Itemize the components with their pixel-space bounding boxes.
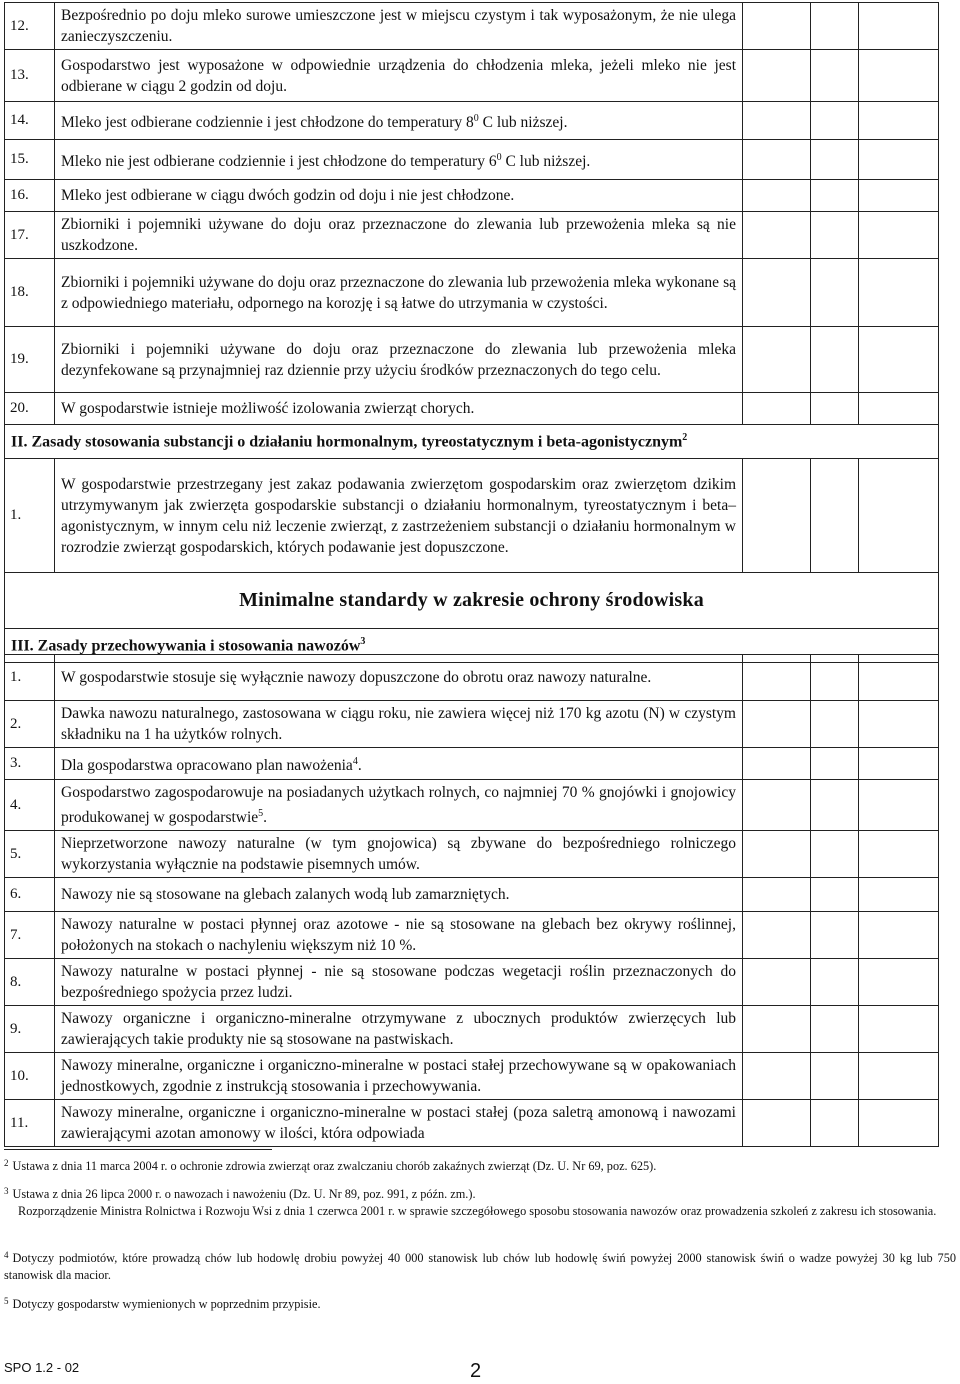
answer-cell[interactable] bbox=[859, 140, 939, 180]
row-text: W gospodarstwie stosuje się wyłącznie nawozy dopuszczone do obrotu oraz nawozy naturalne. bbox=[55, 655, 743, 701]
table-row bbox=[5, 102, 939, 140]
row-number: 17. bbox=[5, 212, 55, 259]
table-row bbox=[5, 701, 939, 748]
answer-cell[interactable] bbox=[859, 1100, 939, 1147]
answer-cell[interactable] bbox=[743, 1006, 811, 1053]
row-number: 7. bbox=[5, 912, 55, 959]
page-number: 2 bbox=[470, 1360, 482, 1382]
table-row bbox=[5, 1053, 939, 1100]
answer-cell[interactable] bbox=[811, 140, 859, 180]
answer-cell[interactable] bbox=[811, 259, 859, 327]
answer-cell[interactable] bbox=[811, 748, 859, 780]
section-title-3: III. Zasady przechowywania i stosowania nawozów$^3$ bbox=[5, 629, 939, 663]
table-row bbox=[5, 327, 939, 393]
footnote-2: $^2$ Ustawa z dnia 11 marca 2004 r. o ochronie zdrowia zwierząt oraz zwalczaniu chorób zakaźnych zwierząt (Dz. U. Nr 69, poz. 625). bbox=[4, 1158, 657, 1173]
answer-cell[interactable] bbox=[811, 102, 859, 140]
table-row bbox=[5, 212, 939, 259]
checklist-table-fertilizers bbox=[4, 654, 939, 1147]
answer-cell[interactable] bbox=[859, 831, 939, 878]
row-number: 18. bbox=[5, 259, 55, 327]
table-row bbox=[5, 180, 939, 212]
answer-cell[interactable] bbox=[811, 912, 859, 959]
answer-cell[interactable] bbox=[743, 912, 811, 959]
row-text: Nawozy naturalne w postaci płynnej - nie są stosowane podczas wegetacji roślin przeznaczonych do bezpośredniego spożycia przez ludzi. bbox=[55, 959, 743, 1006]
answer-cell[interactable] bbox=[743, 459, 811, 573]
table-row bbox=[5, 959, 939, 1006]
section-header-row bbox=[5, 425, 939, 459]
row-number: 12. bbox=[5, 3, 55, 50]
footnote-4: $^4$ Dotyczy podmiotów, które prowadzą chów lub hodowlę drobiu powyżej 40 000 stanowisk lub chów lub hodowlę świń powyżej 2000 stanowisk świń o wadze powyżej 30 kg lub 750 stanowisk dla macior. bbox=[4, 1250, 956, 1282]
answer-cell[interactable] bbox=[743, 327, 811, 393]
answer-cell[interactable] bbox=[811, 655, 859, 701]
answer-cell[interactable] bbox=[743, 655, 811, 701]
answer-cell[interactable] bbox=[811, 1006, 859, 1053]
table-row bbox=[5, 140, 939, 180]
row-text: Gospodarstwo jest wyposażone w odpowiednie urządzenia do chłodzenia mleka, jeżeli mleko nie jest odbierane w ciągu 2 godzin od doju. bbox=[55, 50, 743, 102]
page-heading: Minimalne standardy w zakresie ochrony środowiska bbox=[5, 573, 939, 629]
answer-cell[interactable] bbox=[859, 327, 939, 393]
answer-cell[interactable] bbox=[859, 459, 939, 573]
table-row bbox=[5, 780, 939, 831]
answer-cell[interactable] bbox=[743, 701, 811, 748]
answer-cell[interactable] bbox=[811, 393, 859, 425]
table-row bbox=[5, 459, 939, 573]
answer-cell[interactable] bbox=[859, 180, 939, 212]
answer-cell[interactable] bbox=[811, 50, 859, 102]
answer-cell[interactable] bbox=[743, 102, 811, 140]
table-row bbox=[5, 831, 939, 878]
row-text: Bezpośrednio po doju mleko surowe umieszczone jest w miejscu czystym i tak wyposażonym, że nie ulega zanieczyszczeniu. bbox=[55, 3, 743, 50]
answer-cell[interactable] bbox=[743, 1100, 811, 1147]
row-number: 16. bbox=[5, 180, 55, 212]
row-number: 10. bbox=[5, 1053, 55, 1100]
row-text: Zbiorniki i pojemniki używane do doju oraz przeznaczone do zlewania lub przewożenia mleka są nie uszkodzone. bbox=[55, 212, 743, 259]
row-number: 15. bbox=[5, 140, 55, 180]
footnote-5: $^5$ Dotyczy gospodarstw wymienionych w poprzednim przypisie. bbox=[4, 1296, 321, 1311]
answer-cell[interactable] bbox=[743, 959, 811, 1006]
row-number: 13. bbox=[5, 50, 55, 102]
row-text: W gospodarstwie przestrzegany jest zakaz podawania zwierzętom gospodarskim oraz zwierzętom dzikim utrzymywanym jak zwierzęta gospodarskie substancji o działaniu hormonalnym, tyreostatycznym i beta–agonistycznym, w innym celu niż leczenie zwierząt, z zastrzeżeniem substancji o działaniu hormonalnym w rozrodzie zwierząt gospodarskich, których podawanie jest dopuszczone. bbox=[55, 459, 743, 573]
row-number: 14. bbox=[5, 102, 55, 140]
answer-cell[interactable] bbox=[743, 780, 811, 831]
row-text: Mleko jest odbierane codziennie i jest chłodzone do temperatury $8^0$ C lub niższej. bbox=[55, 102, 743, 140]
answer-cell[interactable] bbox=[811, 831, 859, 878]
answer-cell[interactable] bbox=[859, 912, 939, 959]
answer-cell[interactable] bbox=[811, 180, 859, 212]
answer-cell[interactable] bbox=[859, 259, 939, 327]
answer-cell[interactable] bbox=[859, 1053, 939, 1100]
answer-cell[interactable] bbox=[859, 102, 939, 140]
row-number: 3. bbox=[5, 748, 55, 780]
answer-cell[interactable] bbox=[811, 3, 859, 50]
answer-cell[interactable] bbox=[859, 780, 939, 831]
table-row bbox=[5, 655, 939, 701]
answer-cell[interactable] bbox=[859, 3, 939, 50]
row-text: Dla gospodarstwa opracowano plan nawożenia$^4$. bbox=[55, 748, 743, 780]
row-number: 6. bbox=[5, 878, 55, 912]
answer-cell[interactable] bbox=[811, 1100, 859, 1147]
row-text: Nieprzetworzone nawozy naturalne (w tym gnojowica) są zbywane do bezpośredniego rolniczego wykorzystania wyłącznie na podstawie pisemnych umów. bbox=[55, 831, 743, 878]
footnote-divider bbox=[4, 1149, 272, 1150]
document-code: SPO 1.2 - 02 bbox=[4, 1360, 80, 1375]
row-number: 4. bbox=[5, 780, 55, 831]
answer-cell[interactable] bbox=[859, 1006, 939, 1053]
answer-cell[interactable] bbox=[811, 780, 859, 831]
table-row bbox=[5, 259, 939, 327]
answer-cell[interactable] bbox=[811, 459, 859, 573]
answer-cell[interactable] bbox=[743, 748, 811, 780]
answer-cell[interactable] bbox=[743, 831, 811, 878]
answer-cell[interactable] bbox=[811, 1053, 859, 1100]
answer-cell[interactable] bbox=[811, 327, 859, 393]
answer-cell[interactable] bbox=[859, 50, 939, 102]
answer-cell[interactable] bbox=[743, 180, 811, 212]
answer-cell[interactable] bbox=[743, 393, 811, 425]
answer-cell[interactable] bbox=[859, 393, 939, 425]
row-text: Nawozy mineralne, organiczne i organiczno-mineralne w postaci stałej przechowywane są w opakowaniach jednostkowych, zgodnie z instrukcją stosowania i przechowywania. bbox=[55, 1053, 743, 1100]
table-row bbox=[5, 1006, 939, 1053]
checklist-table-milk bbox=[4, 2, 939, 663]
row-number: 5. bbox=[5, 831, 55, 878]
row-text: Zbiorniki i pojemniki używane do doju oraz przeznaczone do zlewania lub przewożenia mleka dezynfekowane są przynajmniej raz dziennie przy użyciu środków przeznaczonych do tego celu. bbox=[55, 327, 743, 393]
answer-cell[interactable] bbox=[859, 959, 939, 1006]
table-row bbox=[5, 748, 939, 780]
row-text: Nawozy mineralne, organiczne i organiczno-mineralne w postaci stałej (poza saletrą amonową i nawozami zawierającymi azotan amonowy w ilości, która odpowiada bbox=[55, 1100, 743, 1147]
answer-cell[interactable] bbox=[859, 212, 939, 259]
answer-cell[interactable] bbox=[859, 701, 939, 748]
answer-cell[interactable] bbox=[743, 3, 811, 50]
answer-cell[interactable] bbox=[743, 212, 811, 259]
answer-cell[interactable] bbox=[743, 140, 811, 180]
row-text: Nawozy nie są stosowane na glebach zalanych wodą lub zamarzniętych. bbox=[55, 878, 743, 912]
table-row bbox=[5, 3, 939, 50]
row-text: Mleko nie jest odbierane codziennie i jest chłodzone do temperatury $6^0$ C lub niższej. bbox=[55, 140, 743, 180]
table-row bbox=[5, 878, 939, 912]
row-number: 9. bbox=[5, 1006, 55, 1053]
row-number: 20. bbox=[5, 393, 55, 425]
table-row bbox=[5, 1100, 939, 1147]
answer-cell[interactable] bbox=[743, 50, 811, 102]
row-text: Mleko jest odbierane w ciągu dwóch godzin od doju i nie jest chłodzone. bbox=[55, 180, 743, 212]
row-text: Nawozy organiczne i organiczno-mineralne otrzymywane z ubocznych produktów zwierzęcych lub zawierających takie produkty nie są stosowane na pastwiskach. bbox=[55, 1006, 743, 1053]
answer-cell[interactable] bbox=[811, 701, 859, 748]
answer-cell[interactable] bbox=[811, 212, 859, 259]
answer-cell[interactable] bbox=[743, 878, 811, 912]
table-row bbox=[5, 912, 939, 959]
answer-cell[interactable] bbox=[811, 959, 859, 1006]
row-number: 2. bbox=[5, 701, 55, 748]
table-row bbox=[5, 50, 939, 102]
row-number: 11. bbox=[5, 1100, 55, 1147]
row-text: Dawka nawozu naturalnego, zastosowana w ciągu roku, nie zawiera więcej niż 170 kg azotu (N) w czystym składniku na 1 ha użytków rolnych. bbox=[55, 701, 743, 748]
row-text: W gospodarstwie istnieje możliwość izolowania zwierząt chorych. bbox=[55, 393, 743, 425]
row-number: 1. bbox=[5, 459, 55, 573]
row-number: 1. bbox=[5, 655, 55, 701]
row-text: Gospodarstwo zagospodarowuje na posiadanych użytkach rolnych, co najmniej 70 % gnojówki i gnojowicy produkowanej w gospodarstwie$^5$. bbox=[55, 780, 743, 831]
answer-cell[interactable] bbox=[743, 1053, 811, 1100]
answer-cell[interactable] bbox=[811, 878, 859, 912]
answer-cell[interactable] bbox=[859, 748, 939, 780]
row-text: Zbiorniki i pojemniki używane do doju oraz przeznaczone do zlewania lub przewożenia mleka wykonane są z odpowiedniego materiału, odpornego na korozję i są łatwe do utrzymania w czystości. bbox=[55, 259, 743, 327]
row-number: 8. bbox=[5, 959, 55, 1006]
answer-cell[interactable] bbox=[743, 259, 811, 327]
answer-cell[interactable] bbox=[859, 878, 939, 912]
footnote-3: $^3$ Ustawa z dnia 26 lipca 2000 r. o nawozach i nawożeniu (Dz. U. Nr 89, poz. 991, z późn. zm.). Rozporządzenie Ministra Rolnictwa i Rozwoju Wsi z dnia 1 czerwca 2001 r. w sprawie szczegółowego sposobu stosowania nawozów oraz prowadzenia szkoleń z zakresu ich stosowania. bbox=[4, 1186, 937, 1218]
row-text: Nawozy naturalne w postaci płynnej oraz azotowe - nie są stosowane na glebach bez okrywy roślinnej, położonych na stokach o nachyleniu większym niż 10 %. bbox=[55, 912, 743, 959]
answer-cell[interactable] bbox=[859, 655, 939, 701]
heading-row bbox=[5, 573, 939, 629]
section-title-2: II. Zasady stosowania substancji o działaniu hormonalnym, tyreostatycznym i beta-agonistycznym$^2$ bbox=[5, 425, 939, 459]
row-number: 19. bbox=[5, 327, 55, 393]
table-row bbox=[5, 393, 939, 425]
